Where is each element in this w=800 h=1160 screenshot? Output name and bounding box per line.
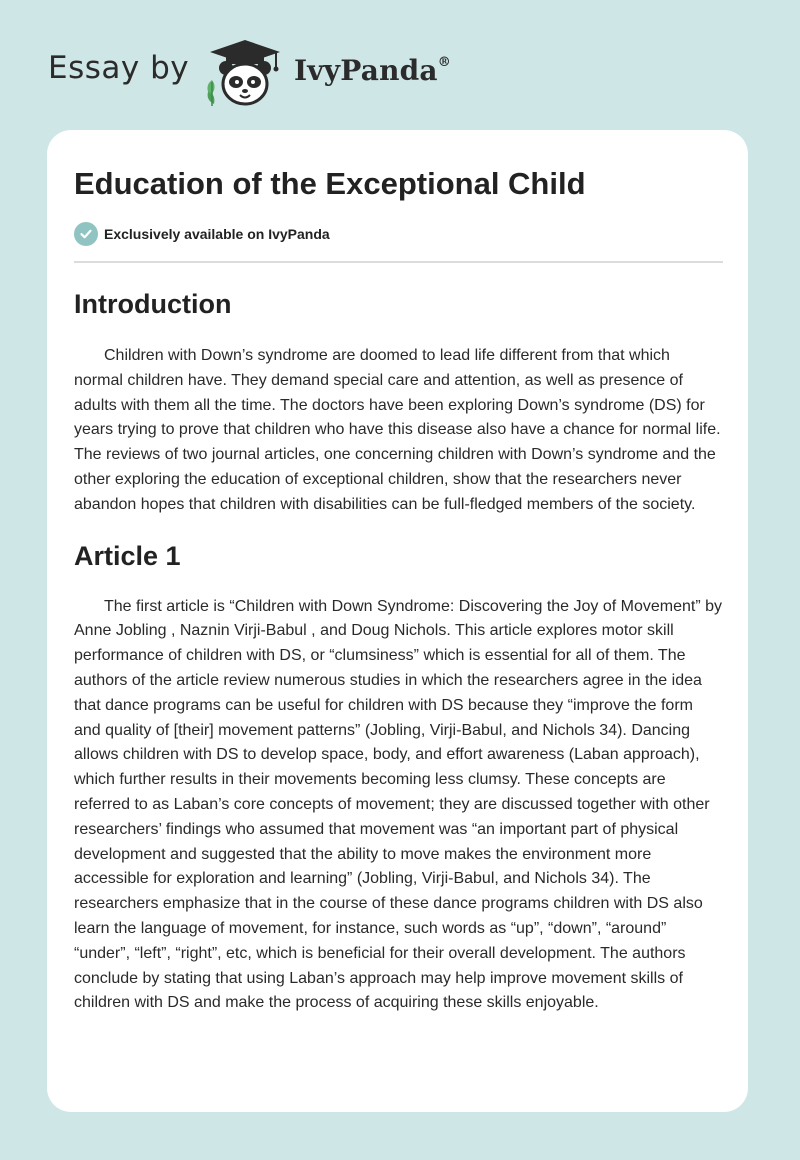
essay-by-label: Essay by (48, 50, 190, 86)
exclusive-badge-text: Exclusively available on IvyPanda (104, 226, 330, 242)
brand-name: IvyPanda® (294, 54, 451, 87)
section-paragraph-introduction: Children with Down’s syndrome are doomed to lead life different from that which normal children have. They demand special care and attention, as well as presence of adults with them all the time. The doctors have been exploring Down’s syndrome (DS) for years trying to prove that children who have this disease also have a chance for normal life. The reviews of two journal articles, one concerning children with Down’s syndrome and the other exploring the education of exceptional children, show that the researchers never abandon hopes that children with disabilities can be full-fledged members of the society. (74, 347, 721, 513)
section-heading-introduction: Introduction (74, 289, 232, 319)
check-circle-icon (74, 222, 98, 246)
essay-card (47, 130, 748, 1112)
section-heading-article-1: Article 1 (74, 540, 181, 571)
site-header (48, 38, 488, 108)
panda-logo-icon (202, 38, 288, 110)
essay-content (74, 284, 723, 1016)
exclusive-badge (74, 222, 330, 246)
section-paragraph-article-1: The first article is “Children with Down Syndrome: Discovering the Joy of Movement” by Anne Jobling , Naznin Virji-Babul , and Doug Nichols. This article explores motor skill performance of children with DS, or “clumsiness” which is essential for all of them. The authors of the article review numerous studies in which the researchers agree in the idea that dance programs can be useful for children with DS because they “improve the form and quality of [their] movement patterns” (Jobling, Virji-Babul, and Nichols 34). Dancing allows children with DS to develop space, body, and effort awareness (Laban approach), which further results in their movements becoming less clumsy. These concepts are referred to as Laban’s core concepts of movement; they are discussed together with other researchers’ findings who assumed that movement was “an important part of physical development and suggested that the ability to move makes the environment more accessible for exploration and learning” (Jobling, Virji-Babul, and Nichols 34). The researchers emphasize that in the course of these dance programs children with DS also learn the language of movement, for instance, such words as “up”, “down”, “around” “under”, “left”, “right”, etc, which is beneficial for their overall development. The authors conclude by stating that using Laban’s approach may help improve movement skills of children with DS and make the process of acquiring these skills enjoyable. (74, 597, 722, 1012)
divider (74, 261, 723, 263)
page-title: Education of the Exceptional Child (74, 166, 586, 201)
